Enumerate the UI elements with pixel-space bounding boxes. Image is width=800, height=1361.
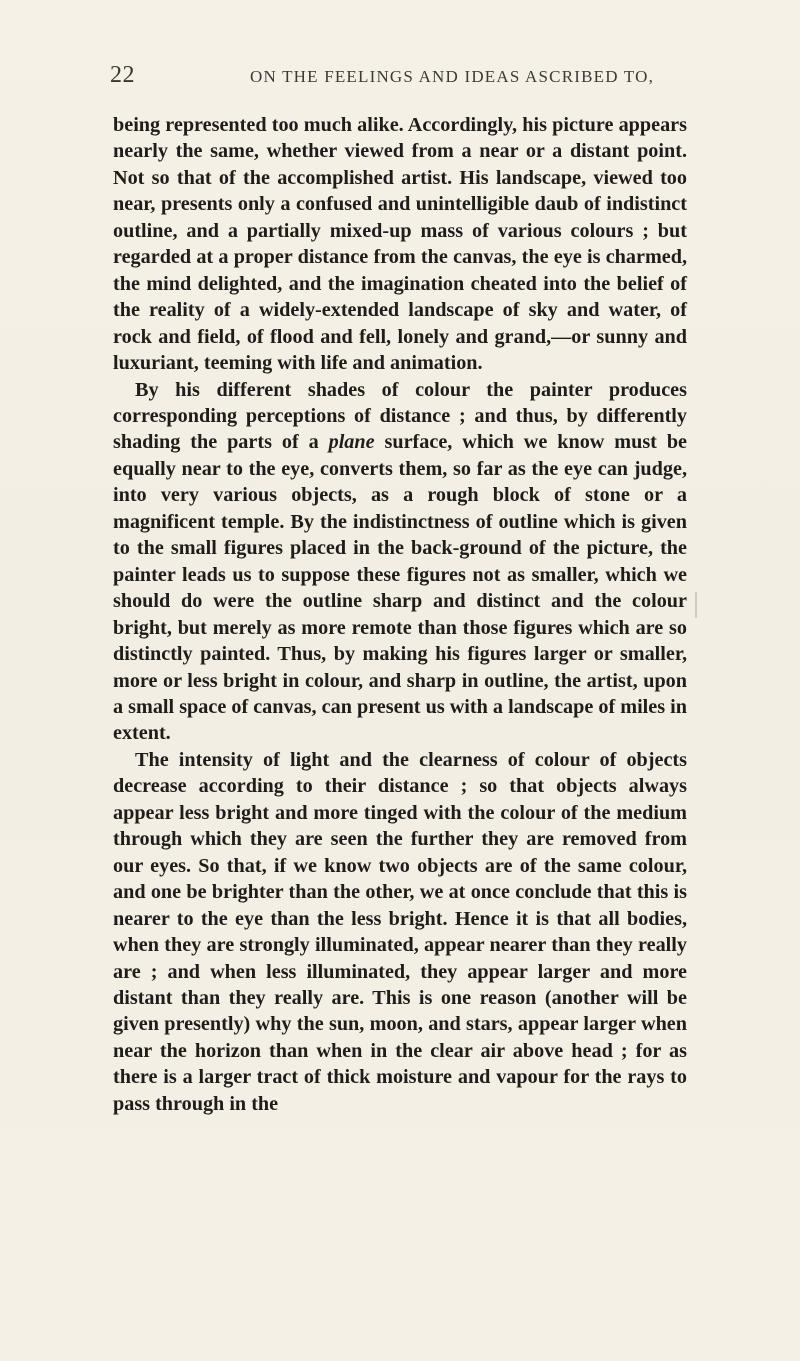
page-number: 22	[110, 62, 135, 88]
margin-mark	[695, 592, 697, 618]
paragraph-3: The intensity of light and the clearness of colour of objects decrease according to their distance ; so that objects always appear less bright and more tinged with the colour of the medium through which they are seen the further they are removed from our eyes. So that, if we know two objects are of the same colour, and one be brighter than the other, we at once conclude that this is nearer to the eye than the less bright. Hence it is that all bodies, when they are strongly illuminated, appear nearer than they really are ; and when less illuminated, they appear larger and more distant than they really are. This is one reason (another will be given presently) why the sun, moon, and stars, appear larger when near the horizon than when in the clear air above head ; for as there is a larger tract of thick moisture and vapour for the rays to pass through in the	[113, 748, 687, 1115]
paragraph-2	[113, 377, 687, 747]
paragraph-2-after: surface, which we know must be equally near to the eye, converts them, so far as the eye can judge, into very various objects, as a rough block of stone or a magnificent temple. By the indistinctness of outline which is given to the small figures placed in the back-ground of the picture, the painter leads us to suppose these figures not as smaller, which we should do were the outline sharp and distinct and the colour bright, but merely as more remote than those figures which are so distinctly painted. Thus, by making his figures larger or smaller, more or less bright in colour, and sharp in outline, the artist, upon a small space of canvas, can present us with a landscape of miles in extent.	[113, 431, 688, 745]
page-header	[110, 62, 682, 96]
body-text	[113, 112, 687, 1117]
paragraph-1: being represented too much alike. Accordingly, his picture appears nearly the same, whether viewed from a near or a distant point. Not so that of the accomplished artist. His landscape, viewed too near, presents only a confused and unintelligible daub of indistinct outline, and a partially mixed-up mass of various colours ; but regarded at a proper distance from the canvas, the eye is charmed, the mind delighted, and the imagination cheated into the belief of the reality of a widely-extended landscape of sky and water, of rock and field, of flood and fell, lonely and grand,—or sunny and luxuriant, teeming with life and animation.	[113, 114, 687, 375]
paragraph-2-italic: plane	[328, 431, 375, 454]
paragraph-2-before: By his different shades of colour the painter produces corresponding perceptions of distance ; and thus, by differently shading the parts of a	[113, 378, 687, 454]
running-head: ON THE FEELINGS AND IDEAS ASCRIBED TO,	[250, 67, 655, 86]
